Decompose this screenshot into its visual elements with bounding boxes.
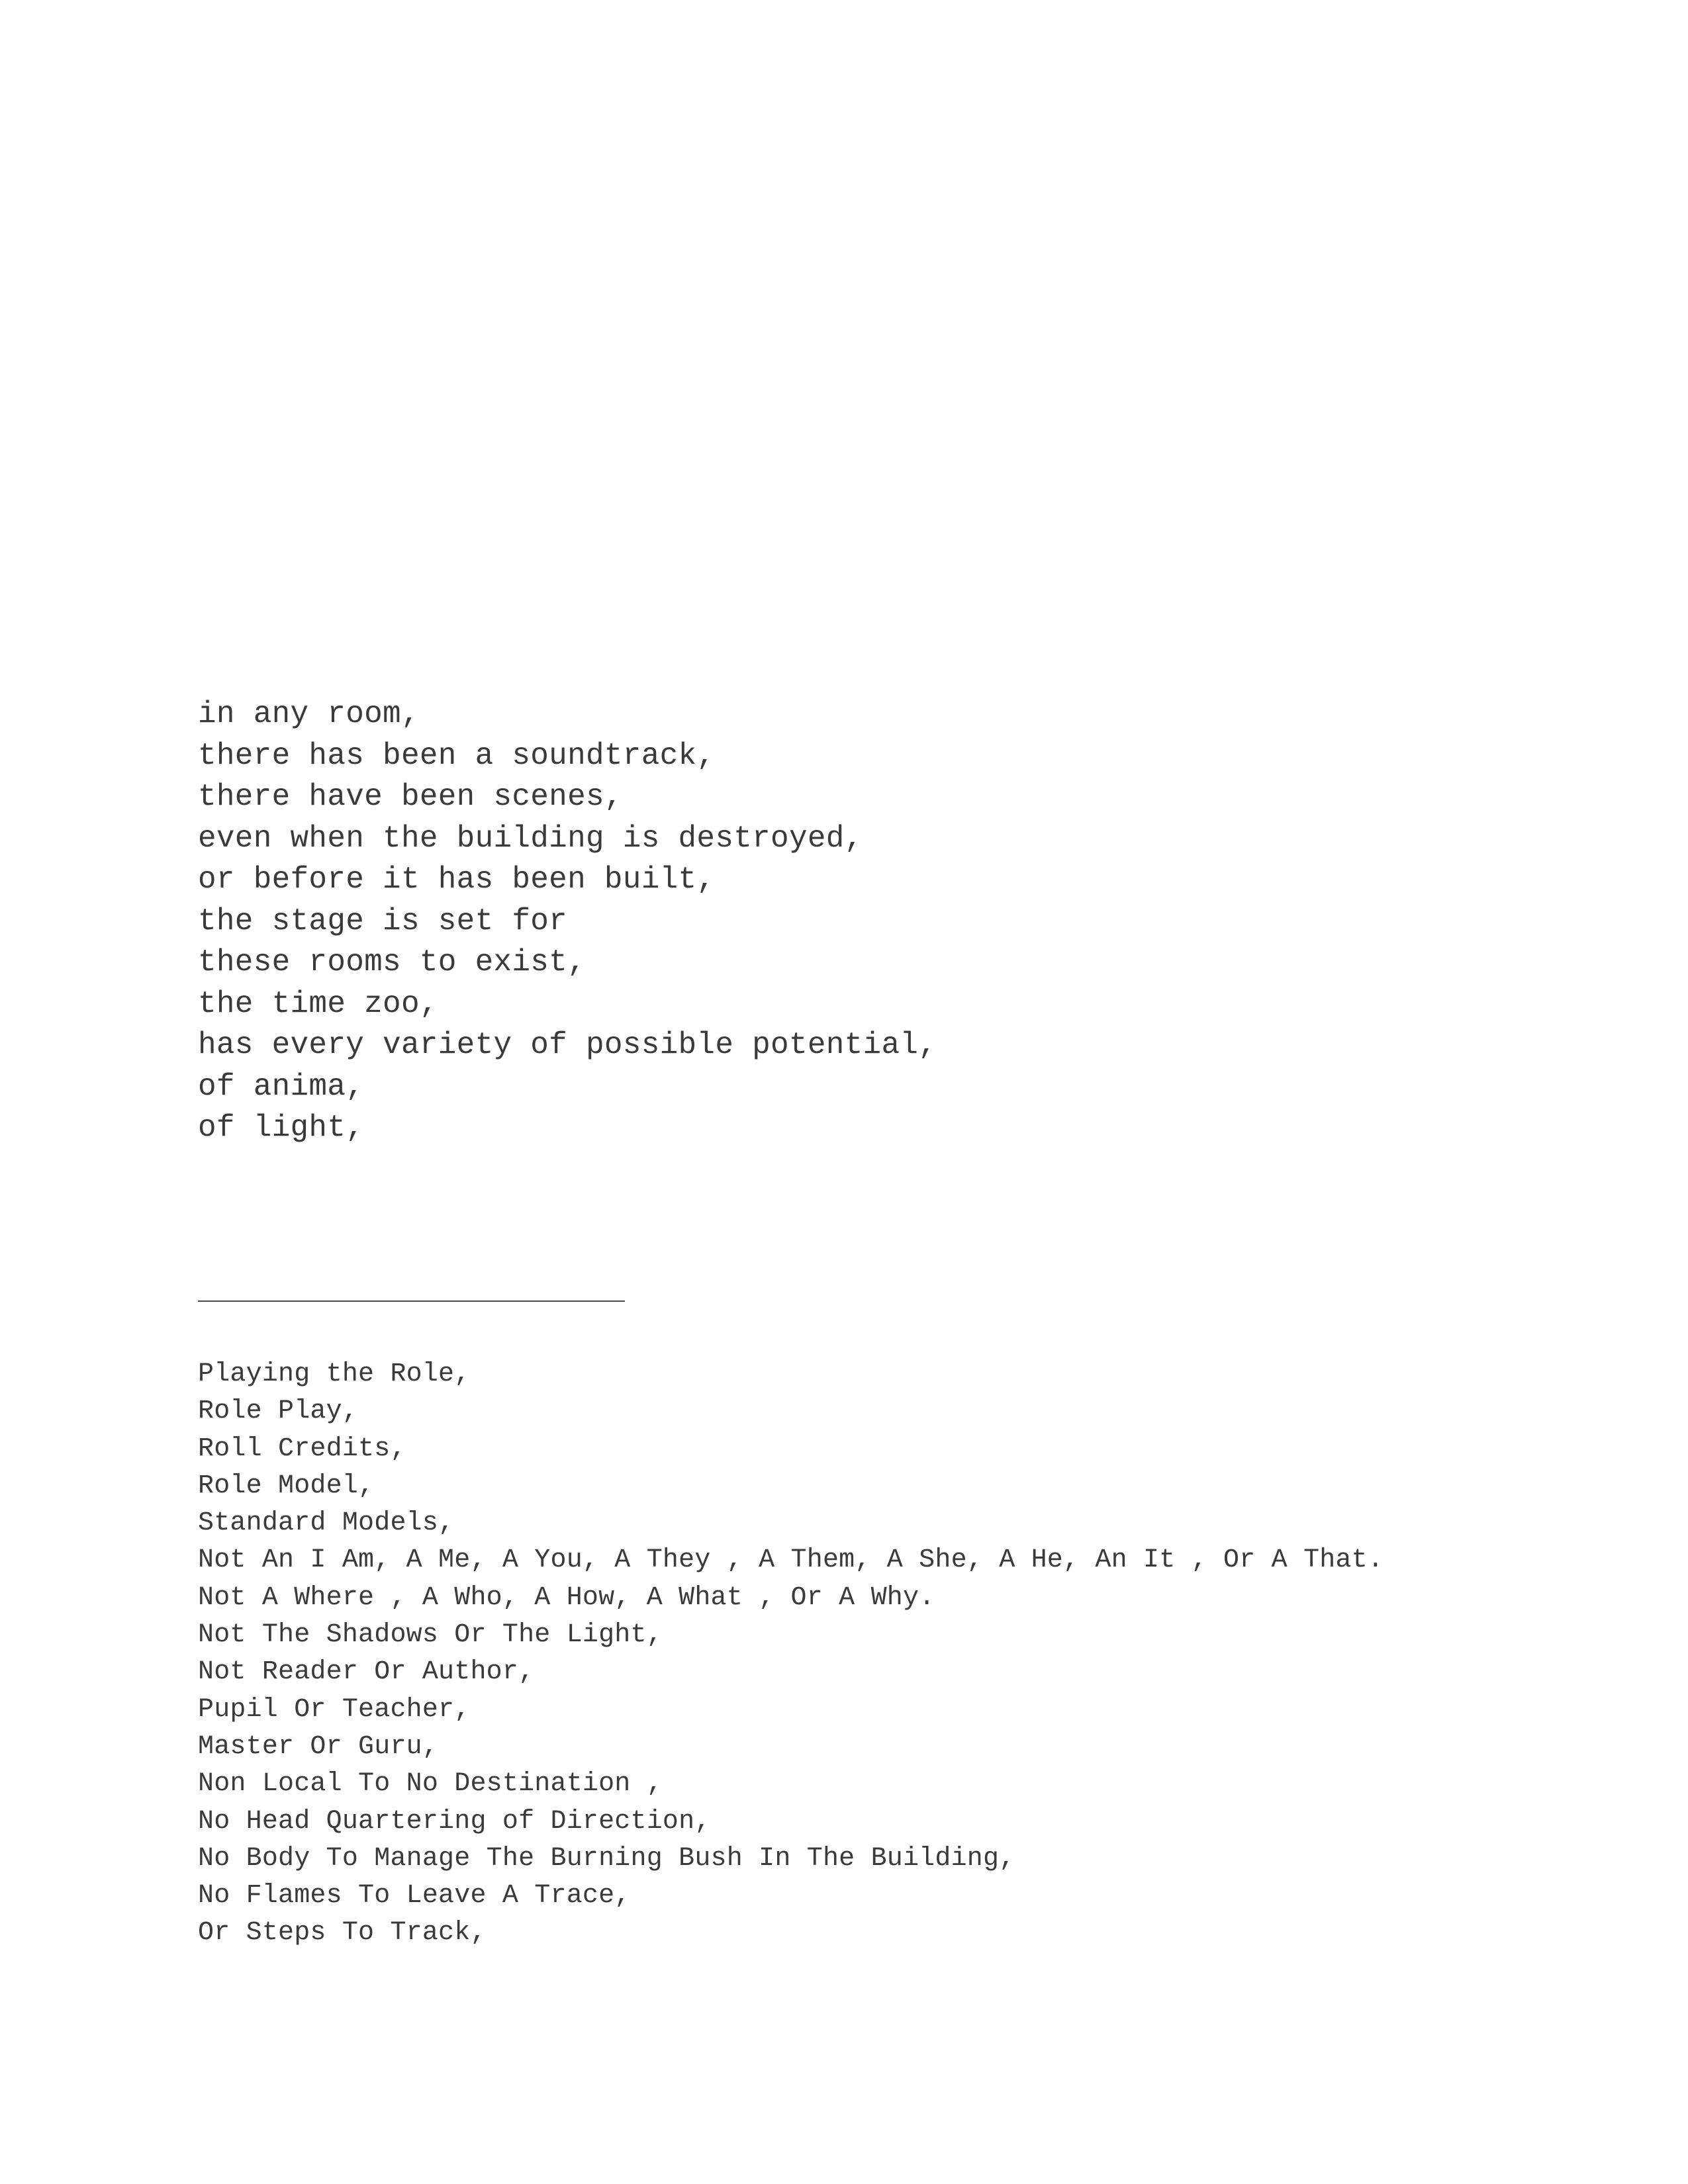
poem-stanza-one xyxy=(198,694,937,1149)
section-divider xyxy=(198,1300,625,1302)
poem-line: of light, xyxy=(198,1111,365,1145)
poem-line: the stage is set for xyxy=(198,903,568,938)
poem-line: of anima, xyxy=(198,1069,365,1104)
poem-line: in any room, xyxy=(198,697,420,731)
poem-line: even when the building is destroyed, xyxy=(198,821,863,856)
poem-line: Role Model, xyxy=(198,1471,375,1501)
poem-line: No Flames To Leave A Trace, xyxy=(198,1881,631,1911)
poem-line: has every variety of possible potential, xyxy=(198,1028,937,1062)
poem-line: Or Steps To Track, xyxy=(198,1918,487,1948)
poem-line: Non Local To No Destination , xyxy=(198,1769,663,1799)
poem-line: No Body To Manage The Burning Bush In The Building, xyxy=(198,1843,1015,1874)
poem-line: Not An I Am, A Me, A You, A They , A Them, A She, A He, An It , Or A That. xyxy=(198,1545,1384,1576)
poem-line: Not Reader Or Author, xyxy=(198,1657,535,1688)
poem-line: Not A Where , A Who, A How, A What , Or A Why. xyxy=(198,1582,935,1613)
poem-line: Role Play, xyxy=(198,1396,359,1427)
poem-line: Master Or Guru, xyxy=(198,1731,439,1762)
poem-line: Roll Credits, xyxy=(198,1433,406,1464)
poem-stanza-two xyxy=(198,1356,1383,1952)
poem-line: there has been a soundtrack, xyxy=(198,738,716,773)
poem-line: Playing the Role, xyxy=(198,1359,471,1389)
poem-line: Not The Shadows Or The Light, xyxy=(198,1620,663,1651)
poem-line: the time zoo, xyxy=(198,986,438,1021)
poem-line: these rooms to exist, xyxy=(198,945,586,979)
poem-line: there have been scenes, xyxy=(198,780,623,814)
poem-line: No Head Quartering of Direction, xyxy=(198,1806,711,1837)
poem-line: or before it has been built, xyxy=(198,862,716,897)
poem-line: Standard Models, xyxy=(198,1508,455,1539)
poem-line: Pupil Or Teacher, xyxy=(198,1694,471,1725)
